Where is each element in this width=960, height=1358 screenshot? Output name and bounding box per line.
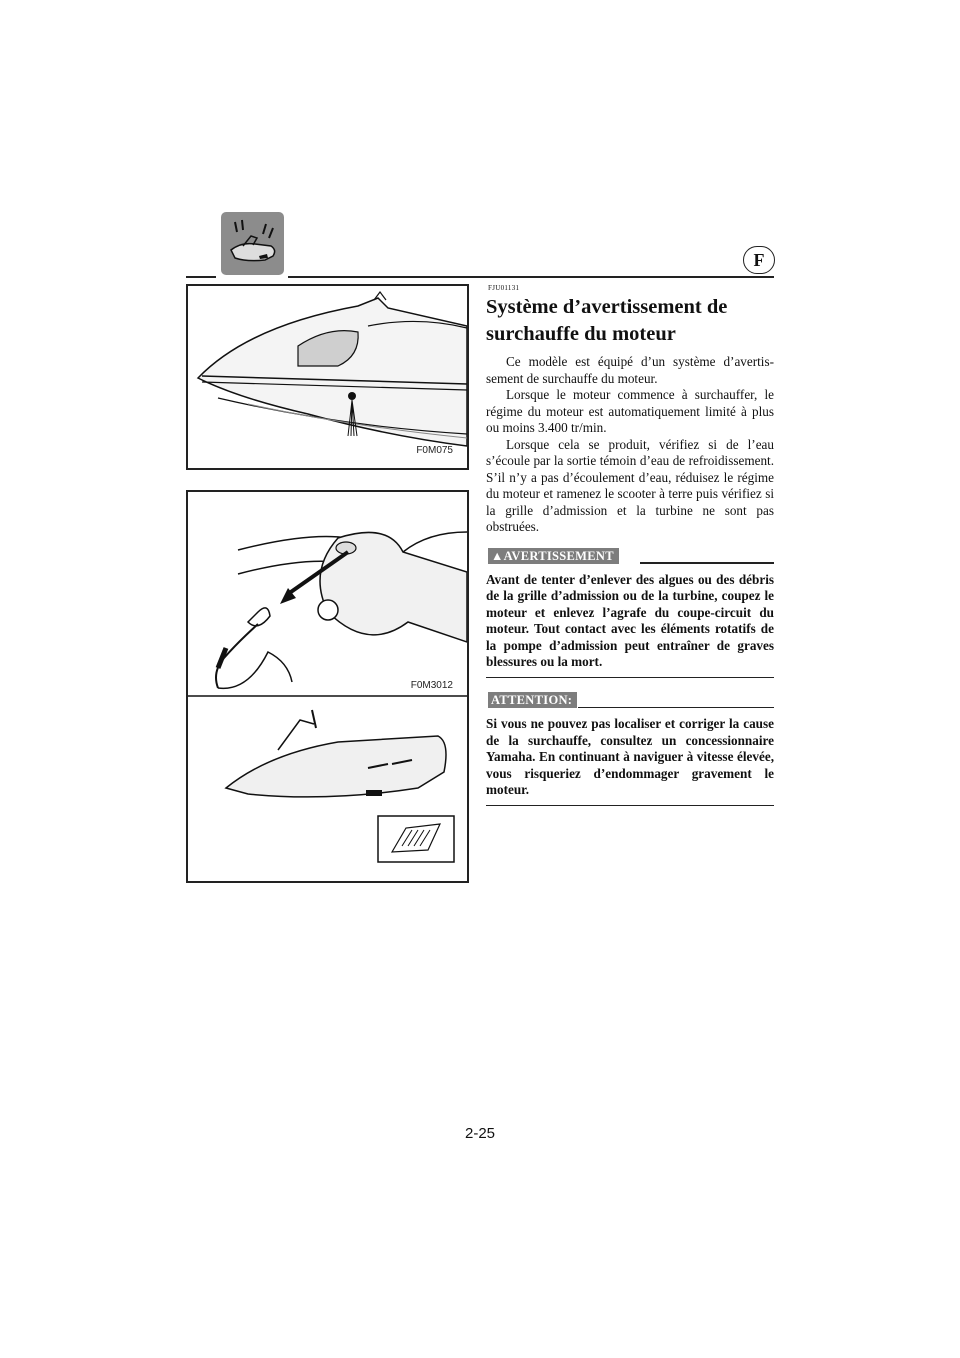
section-title: Système d’avertissement de surchauffe du moteur — [486, 296, 728, 345]
warning-heading-rule — [640, 562, 774, 564]
caution-end-rule — [486, 805, 774, 807]
page-number: 2-25 — [464, 1125, 496, 1142]
reference-code: FJU01131 — [488, 284, 520, 292]
text-column — [486, 284, 774, 806]
caution-text: Si vous ne pouvez pas localiser et corriger la cause de la surchauffe, consultez un concessionnaire Yamaha. En continuant à naviguer à vitesse élevée, vous risqueriez d’endommager gravement le moteur. — [486, 716, 774, 797]
figure-top — [186, 284, 469, 470]
warning-end-rule — [486, 677, 774, 679]
warning-label: ▲AVERTISSEMENT — [488, 548, 619, 564]
language-badge: F — [743, 246, 775, 274]
paragraph-2: Lorsque le moteur commence à surchauffer, le régime du moteur est automatiquement limité à plus ou moins 3.400 tr/min. — [486, 387, 774, 435]
paragraph-1: Ce modèle est équipé d’un système d’avertissement de surchauffe du moteur. — [486, 354, 774, 386]
watercraft-side-illustration — [188, 286, 467, 468]
header-rule-left — [186, 276, 216, 278]
jet-ski-wave-icon — [221, 212, 284, 275]
header-rule-right — [288, 276, 774, 278]
paragraph-3: Lorsque cela se produit, vérifiez si de l’eau s’écoule par la sortie témoin d’eau de refroidissement. S’il n’y a pas d’écoulement d’eau, réduisez le régime du moteur et ramenez le scooter à terre puis vérifiez si la grille d’admission et la turbine ne sont pas obstruées. — [486, 436, 774, 534]
caution-heading-rule — [578, 707, 774, 709]
warning-heading — [486, 546, 774, 568]
figure-code-top: F0M075 — [416, 445, 453, 456]
caution-heading — [486, 690, 774, 712]
warning-triangle-icon: ▲ — [491, 548, 504, 563]
figure-bottom — [186, 490, 469, 883]
caution-label: ATTENTION: — [488, 692, 577, 708]
figure-code-middle: F0M3012 — [410, 680, 453, 691]
warning-text: Avant de tenter d’enlever des algues ou des débris de la grille d’admission ou de la turbine, coupez le moteur et enlevez l’agrafe du coupe-circuit du moteur. Tout contact avec les éléments rotatifs de la pompe d’admission peut entraîner de graves blessures ou la mort. — [486, 571, 774, 669]
